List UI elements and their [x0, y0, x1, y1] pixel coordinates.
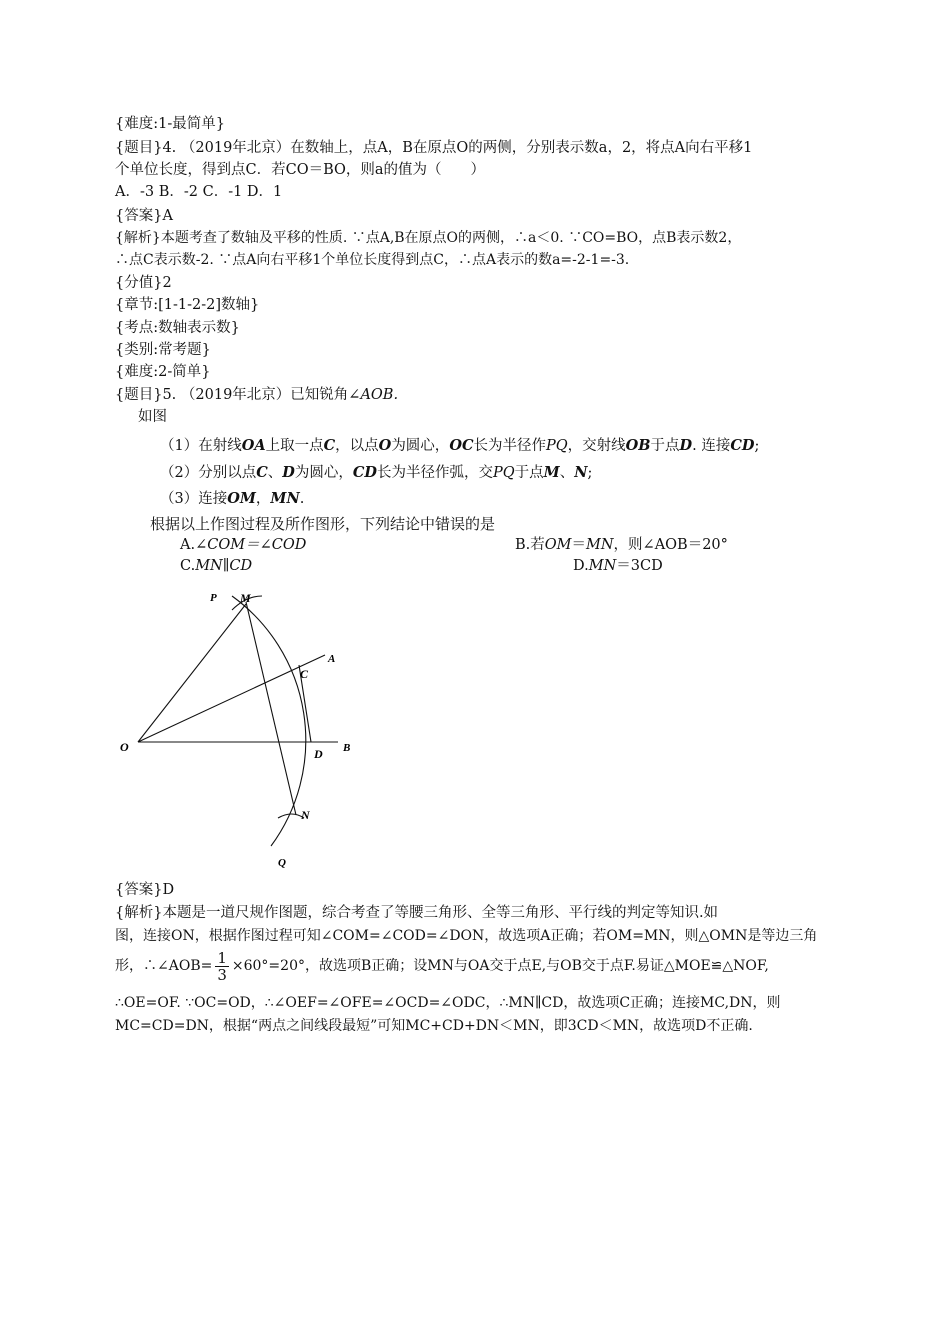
step3-seg-om: OM	[227, 490, 256, 507]
q4-stem-line1: {题目}4. （2019年北京）在数轴上，点A，B在原点O的两侧，分别表示数a，2，将点A向右平移1	[115, 140, 753, 156]
q5-as-figure: 如图	[138, 409, 167, 425]
step1-text-e: ，以点	[335, 438, 379, 454]
step1-text-m: 于点	[650, 438, 680, 454]
q5-stem-angle: ∠AOB.	[348, 387, 399, 403]
segment-om	[138, 604, 246, 742]
step2-text-g: 长为半径作弧，交	[376, 465, 493, 481]
analysis3-text-a: 形，∴∠AOB=	[115, 958, 213, 974]
q5-analysis-line3	[115, 948, 769, 984]
step2-text-k: 、	[559, 465, 575, 481]
step1-text-c: 上取一点	[265, 438, 324, 454]
q5-analysis-line4: ∴OE=OF. ∵OC=OD，∴∠OEF=∠OFE=∠OCD=∠ODC，∴MN∥CD，故选项C正确；连接MC,DN，则	[115, 995, 781, 1011]
step2-text-a: （2）分别以点	[160, 465, 257, 481]
label-a: A	[328, 653, 336, 665]
label-d: D	[314, 747, 323, 761]
step1-ray-oa: OA	[241, 437, 266, 454]
q5-step3	[160, 489, 304, 509]
step2-text-c: 、	[267, 465, 283, 481]
option-d-prefix: D.	[573, 558, 589, 574]
step1-text-a: （1）在射线	[160, 438, 242, 454]
q4-prev-difficulty: {难度:1-最简单}	[115, 116, 225, 132]
option-b-rest: ，则∠AOB＝20°	[613, 537, 728, 553]
q4-stem-line2: 个单位长度，得到点C．若CO＝BO，则a的值为（ ）	[115, 162, 486, 178]
label-m: M	[240, 591, 251, 605]
q5-question: 根据以上作图过程及所作图形，下列结论中错误的是	[150, 515, 496, 533]
step2-point-d: D	[282, 464, 295, 481]
step2-text-e: 为圆心，	[294, 465, 353, 481]
fraction-one-third	[215, 950, 229, 983]
option-c-text: MN∥CD	[195, 558, 253, 574]
step1-point-o: O	[378, 437, 392, 454]
step2-text-i: 于点	[514, 465, 544, 481]
q5-step2	[160, 463, 592, 483]
step2-point-n: N	[574, 464, 588, 481]
step2-arc-pq: PQ	[492, 465, 515, 481]
step1-point-d: D	[679, 437, 693, 454]
label-p: P	[210, 592, 217, 604]
step3-text-e: .	[299, 491, 305, 507]
option-b-prefix: B.若	[515, 537, 545, 553]
option-c-prefix: C.	[180, 558, 196, 574]
option-b-mn: MN	[586, 537, 614, 553]
label-o: O	[120, 740, 129, 754]
step1-text-g: 为圆心，	[391, 438, 450, 454]
q5-option-a	[180, 535, 306, 555]
analysis3-text-b: ×60°=20°，故选项B正确；设MN与OA交于点E,与OB交于点F.易证△MOE≌△NOF,	[231, 958, 769, 974]
q4-answer: {答案}A	[115, 208, 173, 224]
option-a-prefix: A.	[180, 537, 196, 553]
q4-analysis-line2: ∴点C表示数-2. ∵点A向右平移1个单位长度得到点C，∴点A表示的数a=-2-1=-3.	[115, 252, 630, 268]
q4-difficulty: {难度:2-简单}	[115, 364, 211, 380]
step2-point-c: C	[256, 464, 268, 481]
step1-seg-cd: CD	[730, 437, 755, 454]
geometry-figure	[110, 580, 370, 880]
label-n: N	[301, 808, 310, 822]
step1-seg-oc: OC	[449, 437, 474, 454]
q5-answer: {答案}D	[115, 882, 175, 898]
q4-chapter: {章节:[1-1-2-2]数轴}	[115, 297, 260, 313]
fraction-numerator: 1	[217, 948, 227, 967]
step1-ray-ob: OB	[625, 437, 651, 454]
q4-knowledge-point: {考点:数轴表示数}	[115, 320, 240, 336]
q4-options: A．-3 B．-2 C．-1 D．1	[115, 184, 283, 200]
q5-option-d	[573, 556, 663, 576]
ray-oa	[138, 655, 325, 742]
q4-score: {分值}2	[115, 275, 172, 291]
step1-point-c: C	[323, 437, 336, 454]
step3-text-a: （3）连接	[160, 491, 228, 507]
step1-arc-pq: PQ	[545, 438, 568, 454]
q4-analysis-line1: {解析}本题考查了数轴及平移的性质. ∵点A,B在原点O的两侧，∴a＜0. ∵CO=BO，点B表示数2，	[115, 230, 742, 246]
step1-text-k: ，交射线	[567, 438, 626, 454]
step1-text-i: 长为半径作	[473, 438, 546, 454]
step2-text-m: ;	[587, 465, 593, 481]
q5-option-c	[180, 556, 252, 576]
q4-category: {类别:常考题}	[115, 342, 211, 358]
option-b-eq: ＝	[571, 537, 586, 553]
fraction-denominator: 3	[217, 965, 227, 984]
option-d-rest: ＝3CD	[616, 558, 663, 574]
q5-stem	[115, 385, 398, 405]
step1-text-o: . 连接	[692, 438, 731, 454]
q5-analysis-line5: MC=CD=DN，根据“两点之间线段最短”可知MC+CD+DN＜MN，即3CD＜MN，故选项D不正确.	[115, 1018, 753, 1034]
label-q: Q	[278, 857, 286, 869]
label-b: B	[343, 742, 351, 754]
q5-stem-text: {题目}5. （2019年北京）已知锐角	[115, 387, 349, 403]
step1-text-q: ;	[754, 438, 760, 454]
q5-step1	[160, 436, 759, 456]
label-c: C	[300, 667, 309, 681]
step2-point-m: M	[543, 464, 560, 481]
option-a-text: ∠COM＝∠COD	[195, 537, 307, 553]
step3-seg-mn: MN	[270, 490, 300, 507]
q5-option-b	[515, 535, 728, 555]
step2-seg-cd: CD	[352, 464, 377, 481]
option-b-om: OM	[544, 537, 572, 553]
step3-text-c: ，	[255, 491, 271, 507]
option-d-mn: MN	[588, 558, 617, 574]
q5-analysis-line1: {解析}本题是一道尺规作图题，综合考查了等腰三角形、全等三角形、平行线的判定等知识.如	[115, 905, 719, 921]
q5-analysis-line2: 图，连接ON，根据作图过程可知∠COM=∠COD=∠DON，故选项A正确；若OM=MN，则△OMN是等边三角	[115, 928, 818, 944]
